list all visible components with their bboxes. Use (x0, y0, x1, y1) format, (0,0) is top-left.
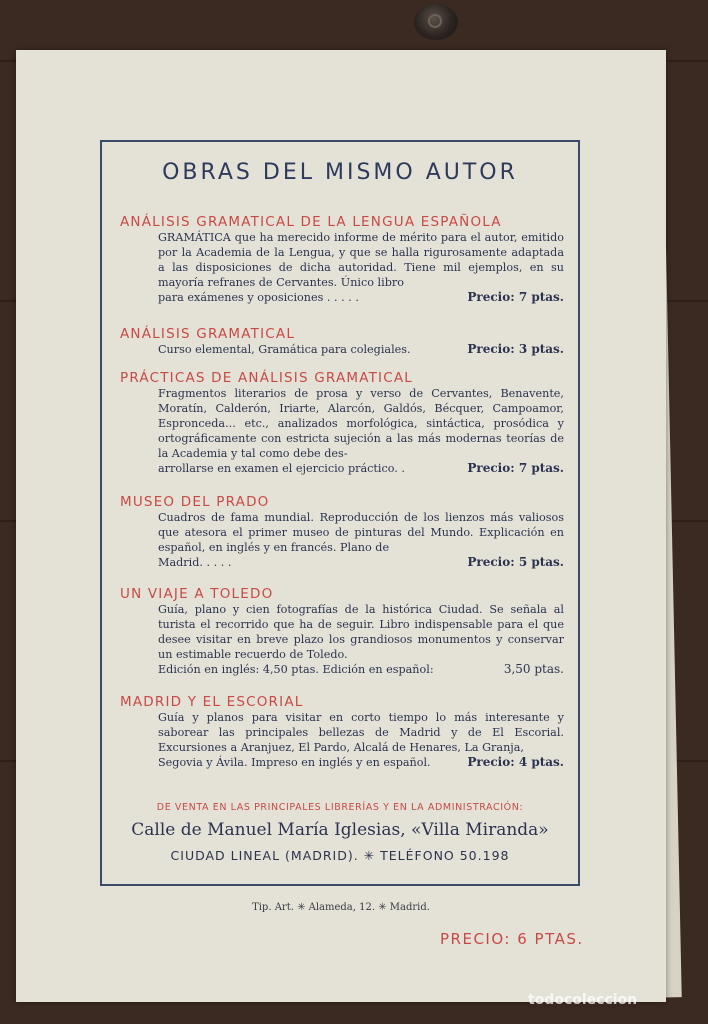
city-phone: CIUDAD LINEAL (MADRID). ✳ TELÉFONO 50.198 (170, 848, 510, 863)
cover-price: PRECIO: 6 PTAS. (440, 930, 584, 948)
works-list-frame (100, 140, 580, 886)
book-description-last-line: Madrid. . . . . (158, 556, 232, 569)
book-price: Precio: 7 ptas. (467, 290, 564, 304)
watermark: todocoleccion (528, 992, 638, 1008)
book-price: 3,50 ptas. (503, 662, 564, 676)
sales-note: DE VENTA EN LAS PRINCIPALES LIBRERÍAS Y EN LA ADMINISTRACIÓN: (156, 802, 524, 813)
book-description-last-line: Segovia y Ávila. Impreso en inglés y en español. (158, 756, 431, 769)
book-description-last-line: Curso elemental, Gramática para colegiales. (158, 343, 411, 356)
book-description: Fragmentos literarios de prosa y verso de Cervantes, Benavente, Moratín, Calderón, Iriarte, Alarcón, Galdós, Bécquer, Campoamor, Espronceda... etc., analizados morfológica, sintáctica, prosódica y ortográficamente con estricta sujeción a las más modernas teorías de la Academia y tal como debe des- (158, 387, 564, 460)
book-title: ANÁLISIS GRAMATICAL DE LA LENGUA ESPAÑOLA (120, 214, 502, 230)
book-description-last-line: para exámenes y oposiciones . . . . . (158, 291, 359, 304)
publisher-address: Calle de Manuel María Iglesias, «Villa Miranda» (131, 820, 549, 840)
book-description: GRAMÁTICA que ha merecido informe de mérito para el autor, emitido por la Academia de la Lengua, y que se halla rigurosamente adaptada a las disposiciones de dicha autoridad. Tiene mil ejemplos, en su mayoría refranes de Cervantes. Único libro (158, 231, 564, 289)
book-price: Precio: 3 ptas. (467, 342, 564, 356)
book-title: UN VIAJE A TOLEDO (120, 586, 274, 602)
book-description: Guía, plano y cien fotografías de la histórica Ciudad. Se señala al turista el recorrido que ha de seguir. Libro indispensable para el que desee visitar en breve plazo los grandiosos monumentos y conservar un estimable recuerdo de Toledo. (158, 603, 564, 661)
book-price: Precio: 5 ptas. (467, 555, 564, 569)
book-title: PRÁCTICAS DE ANÁLISIS GRAMATICAL (120, 370, 414, 386)
printer-imprint: Tip. Art. ✳ Alameda, 12. ✳ Madrid. (252, 902, 430, 913)
book-entry (120, 214, 564, 305)
book-back-cover (16, 50, 666, 1002)
book-entry (120, 586, 564, 677)
book-description-last-line: Edición en inglés: 4,50 ptas. Edición en español: (158, 663, 434, 676)
book-entry (120, 494, 564, 570)
book-description: Cuadros de fama mundial. Reproducción de los lienzos más valiosos que atesora el primer museo de pinturas del Mundo. Explicación en español, en inglés y en francés. Plano de (158, 511, 564, 554)
pushpin-icon (414, 4, 458, 40)
book-entry (120, 326, 564, 357)
book-description: Guía y planos para visitar en corto tiempo lo más interesante y saborear las principales bellezas de Madrid y de El Escorial. Excursiones a Aranjuez, El Pardo, Alcalá de Henares, La Granja, (158, 711, 564, 754)
book-price: Precio: 4 ptas. (467, 755, 564, 769)
book-title: ANÁLISIS GRAMATICAL (120, 326, 296, 342)
book-entry (120, 694, 564, 770)
book-price: Precio: 7 ptas. (467, 461, 564, 475)
book-description-last-line: arrollarse en examen el ejercicio práctico. . (158, 462, 405, 475)
book-entry (120, 370, 564, 476)
book-title: MUSEO DEL PRADO (120, 494, 270, 510)
book-title: MADRID Y EL ESCORIAL (120, 694, 304, 710)
page-title: OBRAS DEL MISMO AUTOR (162, 160, 518, 185)
